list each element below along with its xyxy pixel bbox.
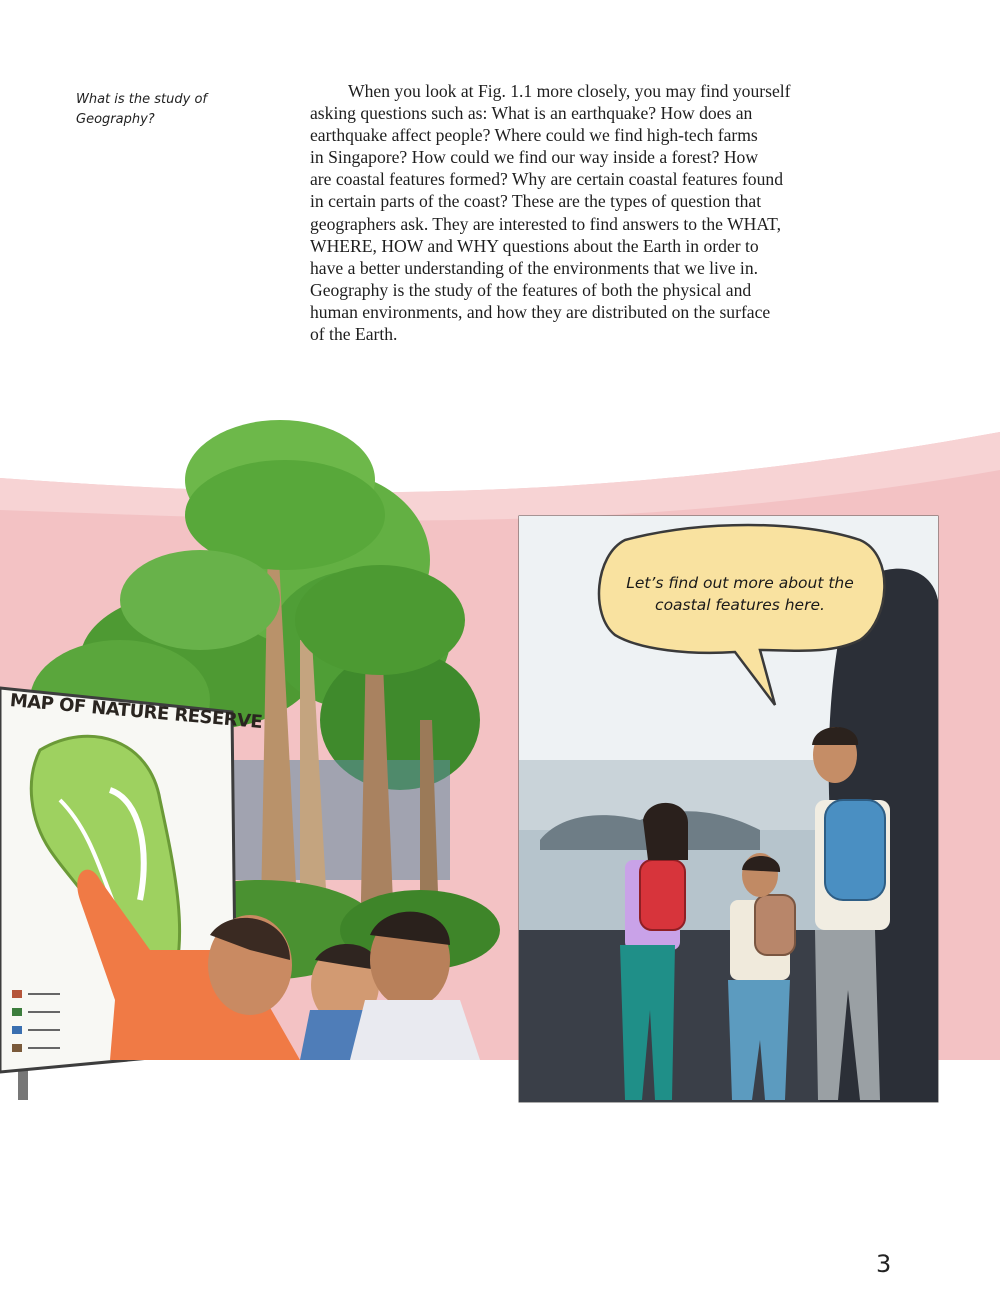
map-sign-title: MAP OF NATURE RESERVE [9, 690, 264, 734]
body-line: of the Earth. [310, 324, 398, 345]
body-line: human environments, and how they are distributed on the surface [310, 301, 771, 322]
page-number: 3 [876, 1250, 892, 1278]
body-line: asking questions such as: What is an earthquake? How does an [310, 103, 753, 124]
speech-bubble-text [610, 572, 870, 616]
body-line: When you look at Fig. 1.1 more closely, you may find yourself [348, 81, 791, 101]
body-line: are coastal features formed? Why are certain coastal features found [310, 169, 783, 190]
body-line: WHERE, HOW and WHY questions about the Earth in order to [310, 235, 759, 256]
body-line: earthquake affect people? Where could we find high-tech farms [310, 125, 758, 146]
body-line: in certain parts of the coast? These are the types of question that [310, 191, 762, 212]
speech-line: Let’s find out more about the [626, 574, 854, 592]
body-line: Geography is the study of the features of both the physical and [310, 279, 752, 300]
speech-line: coastal features here. [655, 596, 825, 614]
margin-note-line: What is the study of [76, 92, 207, 107]
body-line: geographers ask. They are interested to find answers to the WHAT, [310, 213, 781, 234]
body-line: have a better understanding of the environments that we live in. [310, 257, 759, 278]
margin-note-line: Geography? [76, 112, 155, 127]
body-line: in Singapore? How could we find our way inside a forest? How [310, 147, 759, 168]
